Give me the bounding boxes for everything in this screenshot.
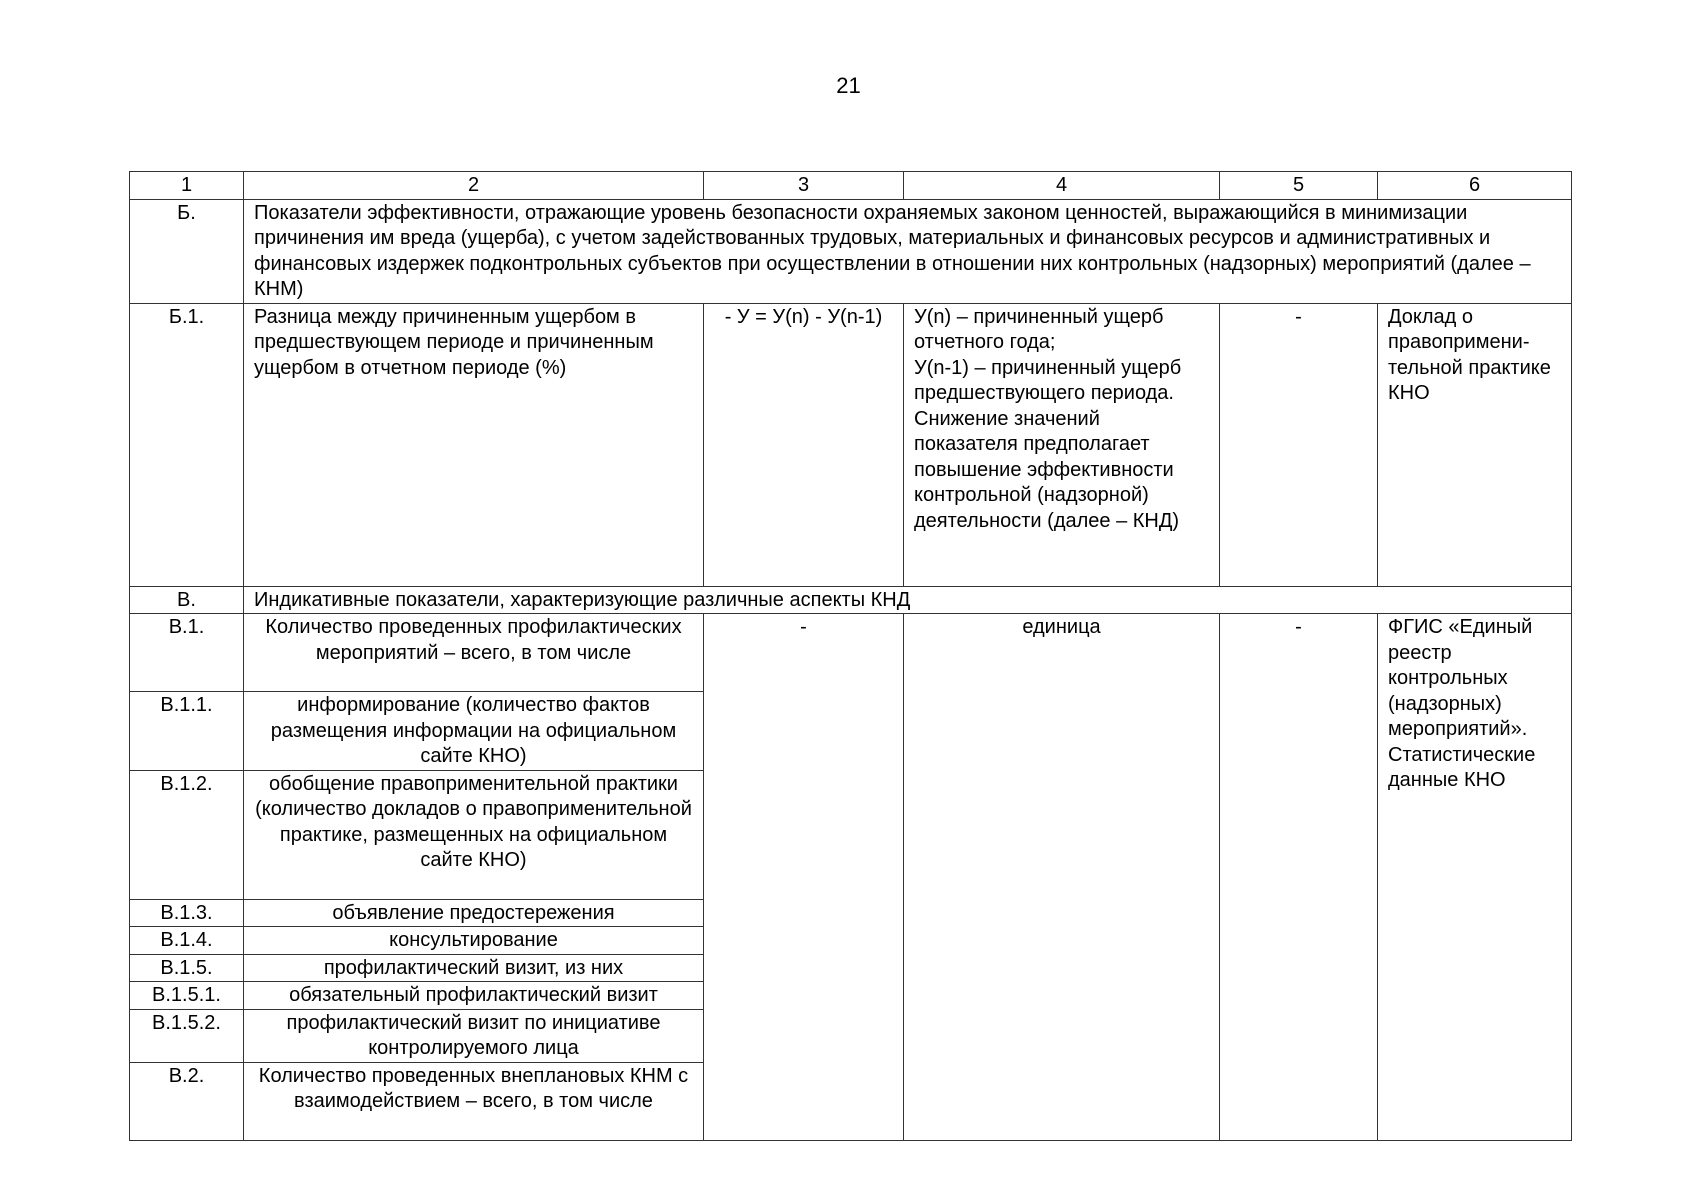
indicator-name: обобщение правоприменительной практики (количество докладов о правоприменительной практике, размещенных на официальном сайте КНО) [244,770,704,899]
page-number: 21 [836,73,861,98]
column-number: 3 [704,172,904,200]
column-number-row [130,172,1572,200]
indicator-name: профилактический визит, из них [244,954,704,982]
row-number: В.1.2. [130,770,244,899]
data-source: Доклад о правопримени-тельной практике КНО [1378,303,1572,586]
row-number: Б. [130,199,244,303]
indicator-name: Разница между причиненным ущербом в предшествующем периоде и причиненным ущербом в отчетном периоде (%) [244,303,704,586]
data-source: ФГИС «Единый реестр контрольных (надзорных) мероприятий». Статистические данные КНО [1378,614,1572,1141]
column-number: 6 [1378,172,1572,200]
indicator-name: объявление предостережения [244,899,704,927]
row-number: В. [130,586,244,614]
column-number: 5 [1220,172,1378,200]
section-row-v [130,586,1572,614]
column-number: 1 [130,172,244,200]
indicator-name: информирование (количество фактов размещения информации на официальном сайте КНО) [244,692,704,771]
indicator-unit: единица [904,614,1220,1141]
target-value: - [1220,614,1378,1141]
column-number: 4 [904,172,1220,200]
row-number: В.1.5.1. [130,982,244,1010]
section-title: Показатели эффективности, отражающие уровень безопасности охраняемых законом ценностей, выражающийся в минимизации причинения им вреда (ущерба), с учетом задействованных трудовых, материальных и финансовых ресурсов и административных и финансовых издержек подконтрольных субъектов при осуществлении в отношении них контрольных (надзорных) мероприятий (далее – КНМ) [244,199,1572,303]
indicator-name: профилактический визит по инициативе контролируемого лица [244,1009,704,1062]
row-number: В.1.5.2. [130,1009,244,1062]
row-number: В.1.4. [130,927,244,955]
indicator-formula: - У = У(n) - У(n-1) [704,303,904,586]
row-number: В.1.1. [130,692,244,771]
row-number: В.2. [130,1062,244,1140]
row-number: В.1.3. [130,899,244,927]
indicator-formula: - [704,614,904,1141]
table-row-b1 [130,303,1572,586]
section-title: Индикативные показатели, характеризующие различные аспекты КНД [244,586,1572,614]
table-row [130,614,1572,692]
section-row-b [130,199,1572,303]
target-value: - [1220,303,1378,586]
row-number: В.1.5. [130,954,244,982]
indicator-name: Количество проведенных профилактических мероприятий – всего, в том числе [244,614,704,692]
column-number: 2 [244,172,704,200]
indicator-name: обязательный профилактический визит [244,982,704,1010]
row-number: Б.1. [130,303,244,586]
indicator-name: консультирование [244,927,704,955]
indicator-name: Количество проведенных внеплановых КНМ с взаимодействием – всего, в том числе [244,1062,704,1140]
row-number: В.1. [130,614,244,692]
indicators-table [129,171,1572,1141]
indicator-comment: У(n) – причиненный ущерб отчетного года; У(n-1) – причиненный ущерб предшествующего периода. Снижение значений показателя предполагает повышение эффективности контрольной (надзорной) деятельности (далее – КНД) [904,303,1220,586]
